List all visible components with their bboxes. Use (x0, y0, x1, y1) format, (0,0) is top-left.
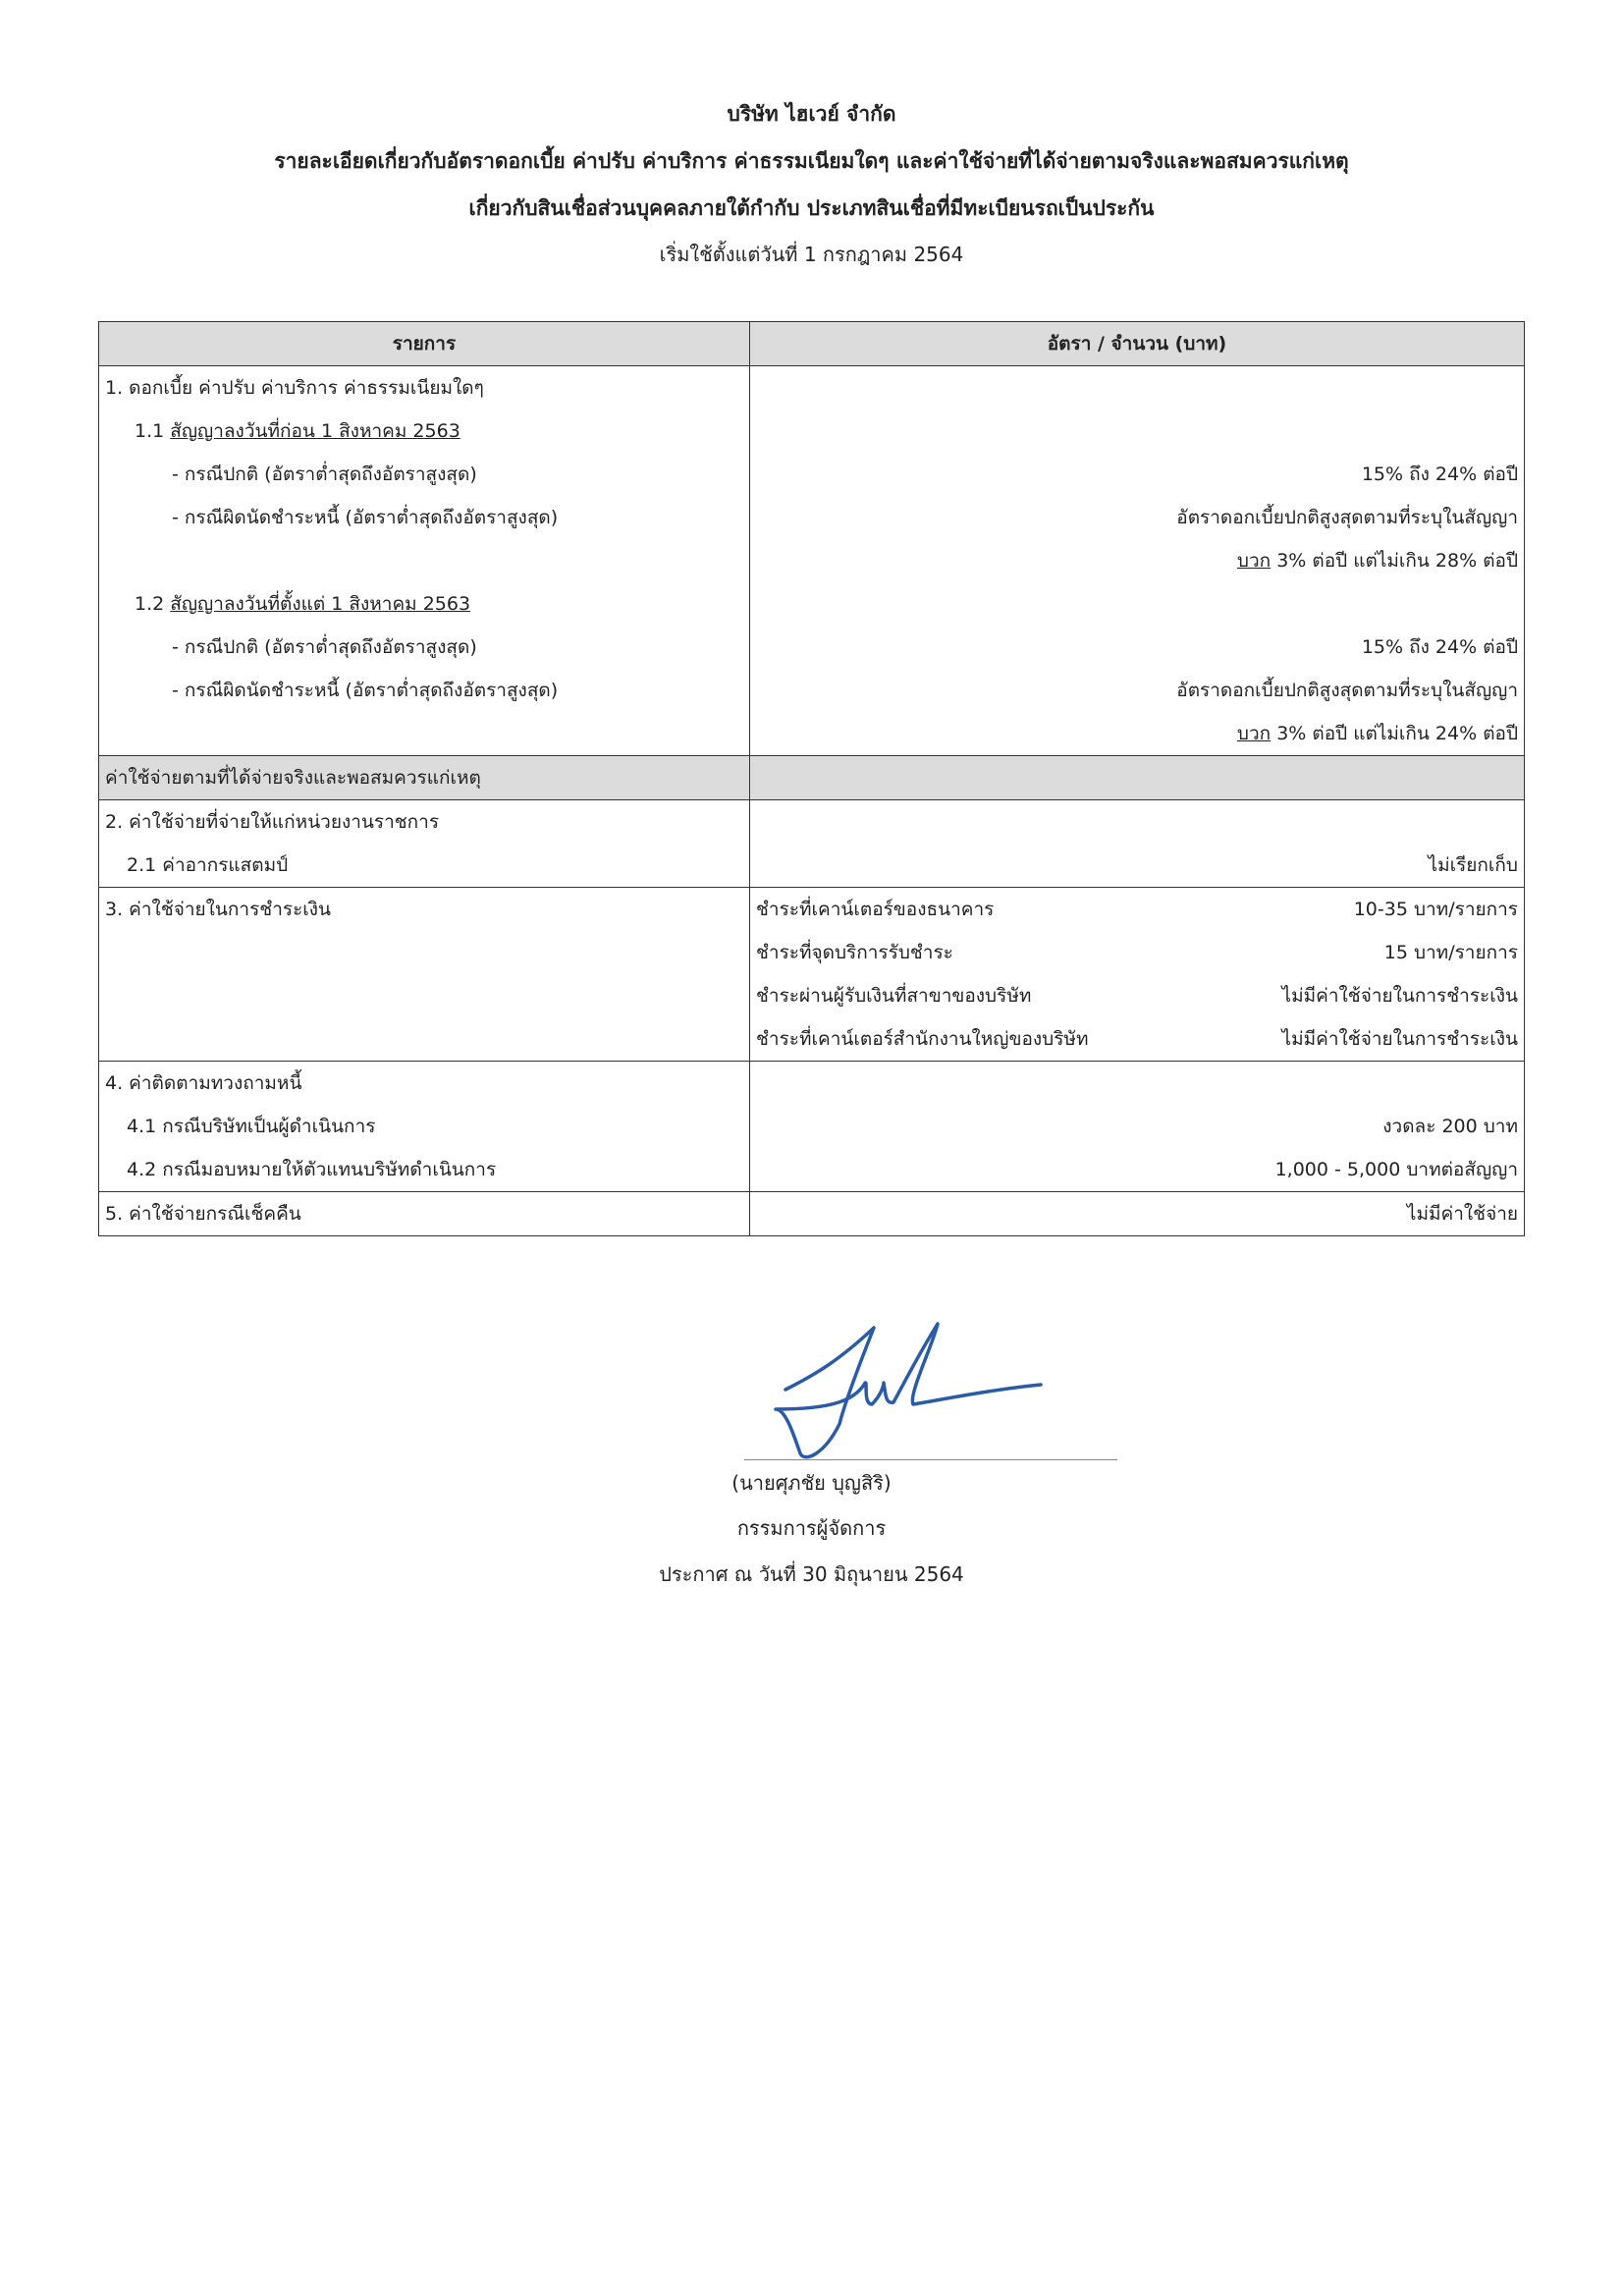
section-2-1-rate: ไม่เรียกเก็บ (1428, 854, 1518, 876)
section-5-rate: ไม่มีค่าใช้จ่าย (1406, 1203, 1518, 1225)
document-title-line1: รายละเอียดเกี่ยวกับอัตราดอกเบี้ย ค่าปรับ ค่าบริการ ค่าธรรมเนียมใดๆ และค่าใช้จ่ายที่ได้จ่ายตามจริงและพอสมควรแก่เหตุ (274, 149, 1349, 173)
signature-stroke (746, 1316, 1139, 1473)
section-1-1-default: - กรณีผิดนัดชำระหนี้ (อัตราต่ำสุดถึงอัตราสูงสุด) (172, 507, 559, 528)
section-1-2-default: - กรณีผิดนัดชำระหนี้ (อัตราต่ำสุดถึงอัตราสูงสุด) (172, 680, 559, 701)
section-4-1-rate: งวดละ 200 บาท (1382, 1116, 1518, 1137)
payment-method-row: ชำระที่จุดบริการรับชำระ 15 บาท/รายการ (756, 942, 1518, 963)
signature-line (744, 1459, 1117, 1460)
section-1-2-normal: - กรณีปกติ (อัตราต่ำสุดถึงอัตราสูงสุด) (172, 636, 477, 658)
column-header-item: รายการ (99, 322, 750, 366)
section-4-2-item: 4.2 กรณีมอบหมายให้ตัวแทนบริษัทดำเนินการ (127, 1159, 497, 1180)
section-1-2-default-rate-1: อัตราดอกเบี้ยปกติสูงสุดตามที่ระบุในสัญญา (1176, 680, 1518, 701)
expense-header: ค่าใช้จ่ายตามที่ได้จ่ายจริงและพอสมควรแก่เหตุ (105, 767, 481, 789)
section-1-1-default-rate-2: บวก 3% ต่อปี แต่ไม่เกิน 28% ต่อปี (1236, 550, 1518, 572)
section-2-1-item: 2.1 ค่าอากรแสตมป์ (127, 854, 289, 876)
expense-header-row (99, 756, 1525, 800)
section-3-row (99, 888, 1525, 1062)
announcement-date: ประกาศ ณ วันที่ 30 มิถุนายน 2564 (659, 1562, 964, 1586)
section-1-2-default-rate-2: บวก 3% ต่อปี แต่ไม่เกิน 24% ต่อปี (1236, 723, 1518, 744)
section-1-1-normal: - กรณีปกติ (อัตราต่ำสุดถึงอัตราสูงสุด) (172, 464, 477, 485)
signature-image (746, 1316, 1139, 1473)
effective-date: เริ่มใช้ตั้งแต่วันที่ 1 กรกฎาคม 2564 (659, 243, 964, 266)
payment-method-row: ชำระผ่านผู้รับเงินที่สาขาของบริษัท ไม่มีค่าใช้จ่ายในการชำระเงิน (756, 985, 1518, 1007)
section-1-1-normal-rate: 15% ถึง 24% ต่อปี (1361, 464, 1518, 485)
section-2-row (99, 800, 1525, 888)
fee-table (98, 321, 1525, 1236)
section-3-title: 3. ค่าใช้จ่ายในการชำระเงิน (105, 899, 332, 920)
section-5-title: 5. ค่าใช้จ่ายกรณีเช็คคืน (105, 1203, 301, 1225)
section-4-2-rate: 1,000 - 5,000 บาทต่อสัญญา (1274, 1159, 1518, 1180)
section-4-title: 4. ค่าติดตามทวงถามหนี้ (105, 1072, 302, 1094)
signer-name: (นายศุภชัย บุญสิริ) (731, 1471, 892, 1495)
signer-position: กรรมการผู้จัดการ (736, 1516, 887, 1540)
section-1-2-title: 1.2 สัญญาลงวันที่ตั้งแต่ 1 สิงหาคม 2563 (135, 593, 471, 615)
section-1-2-normal-rate: 15% ถึง 24% ต่อปี (1361, 636, 1518, 658)
document-title-line2: เกี่ยวกับสินเชื่อส่วนบุคคลภายใต้กำกับ ประเภทสินเชื่อที่มีทะเบียนรถเป็นประกัน (468, 196, 1155, 220)
section-1-1-default-rate-1: อัตราดอกเบี้ยปกติสูงสุดตามที่ระบุในสัญญา (1176, 507, 1518, 528)
section-2-title: 2. ค่าใช้จ่ายที่จ่ายให้แก่หน่วยงานราชการ (105, 811, 440, 833)
section-1-row (99, 366, 1525, 756)
section-1-1-title: 1.1 สัญญาลงวันที่ก่อน 1 สิงหาคม 2563 (135, 420, 460, 442)
section-4-1-item: 4.1 กรณีบริษัทเป็นผู้ดำเนินการ (127, 1116, 376, 1137)
section-1-title: 1. ดอกเบี้ย ค่าปรับ ค่าบริการ ค่าธรรมเนียมใดๆ (105, 377, 484, 399)
payment-method-row: ชำระที่เคาน์เตอร์ของธนาคาร 10-35 บาท/รายการ (756, 899, 1518, 920)
payment-method-row: ชำระที่เคาน์เตอร์สำนักงานใหญ่ของบริษัท ไม่มีค่าใช้จ่ายในการชำระเงิน (756, 1028, 1518, 1050)
section-4-row (99, 1062, 1525, 1192)
column-header-rate: อัตรา / จำนวน (บาท) (750, 322, 1525, 366)
section-5-row (99, 1192, 1525, 1236)
company-name: บริษัท ไฮเวย์ จำกัด (727, 102, 896, 126)
table-header-row (99, 322, 1525, 366)
